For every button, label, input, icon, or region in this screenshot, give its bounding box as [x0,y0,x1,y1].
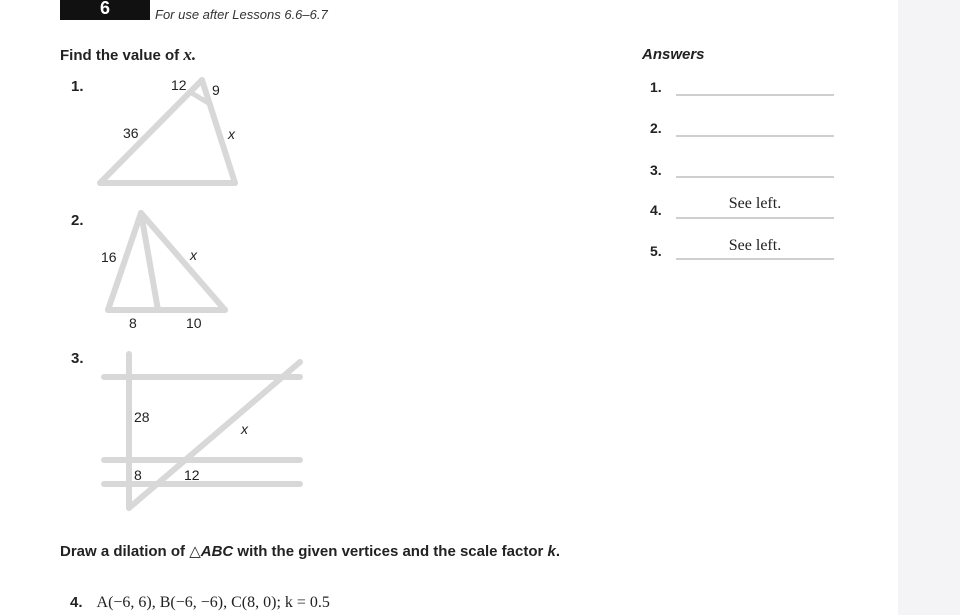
fig2-label-left: 16 [101,249,117,265]
scale-factor-variable: k [547,543,556,560]
answer-1-number: 1. [650,79,662,95]
figure-2-triangle [108,213,225,310]
problem-2-number: 2. [71,212,84,229]
question-4 [70,594,330,612]
fig3-label-lower-right: 12 [184,467,200,483]
instructions-lead: Find the value of [60,47,184,64]
answer-2-number: 2. [650,120,662,136]
quiz-number: 6 [99,0,110,18]
fig1-label-right: x [228,126,235,142]
problem-3-number: 3. [71,350,84,367]
problem-1-number: 1. [71,78,84,95]
fig3-label-right: x [241,421,248,437]
lessons-subtitle: For use after Lessons 6.6–6.7 [155,7,328,22]
answer-5-number: 5. [650,243,662,259]
fig1-label-top-right: 9 [212,82,220,98]
fig1-label-left: 36 [123,125,139,141]
dilation-period: . [555,543,561,560]
dilation-instructions [60,541,620,563]
answer-5-value: See left. [728,237,782,254]
fig3-label-lower-left: 8 [134,467,142,483]
question-4-number: 4. [70,594,83,611]
answer-3-number: 3. [650,162,662,178]
fig2-label-bottom-right: 10 [186,315,202,331]
fig3-label-upper: 28 [134,409,150,425]
triangle-name: ABC [200,543,234,560]
answer-2-blank[interactable] [676,135,834,137]
triangle-symbol: △ [189,543,201,560]
dilation-text-1: Draw a dilation of [60,543,190,560]
question-4-expression: A(−6, 6), B(−6, −6), C(8, 0); k = 0.5 [96,594,330,611]
fig2-label-right: x [190,247,197,263]
answers-title: Answers [642,46,705,63]
fig2-label-bottom-left: 8 [129,315,137,331]
fig1-label-top: 12 [171,77,187,93]
answer-4-blank[interactable] [676,217,834,219]
figure-3-parallel-lines [104,354,300,508]
answer-4-value: See left. [728,195,782,212]
answer-5-blank[interactable] [676,258,834,260]
dilation-text-2: with the given vertices and the scale factor [233,543,548,560]
answer-1-blank[interactable] [676,94,834,96]
instructions-variable: x. [183,45,197,64]
answer-4-number: 4. [650,202,662,218]
answer-3-blank[interactable] [676,176,834,178]
